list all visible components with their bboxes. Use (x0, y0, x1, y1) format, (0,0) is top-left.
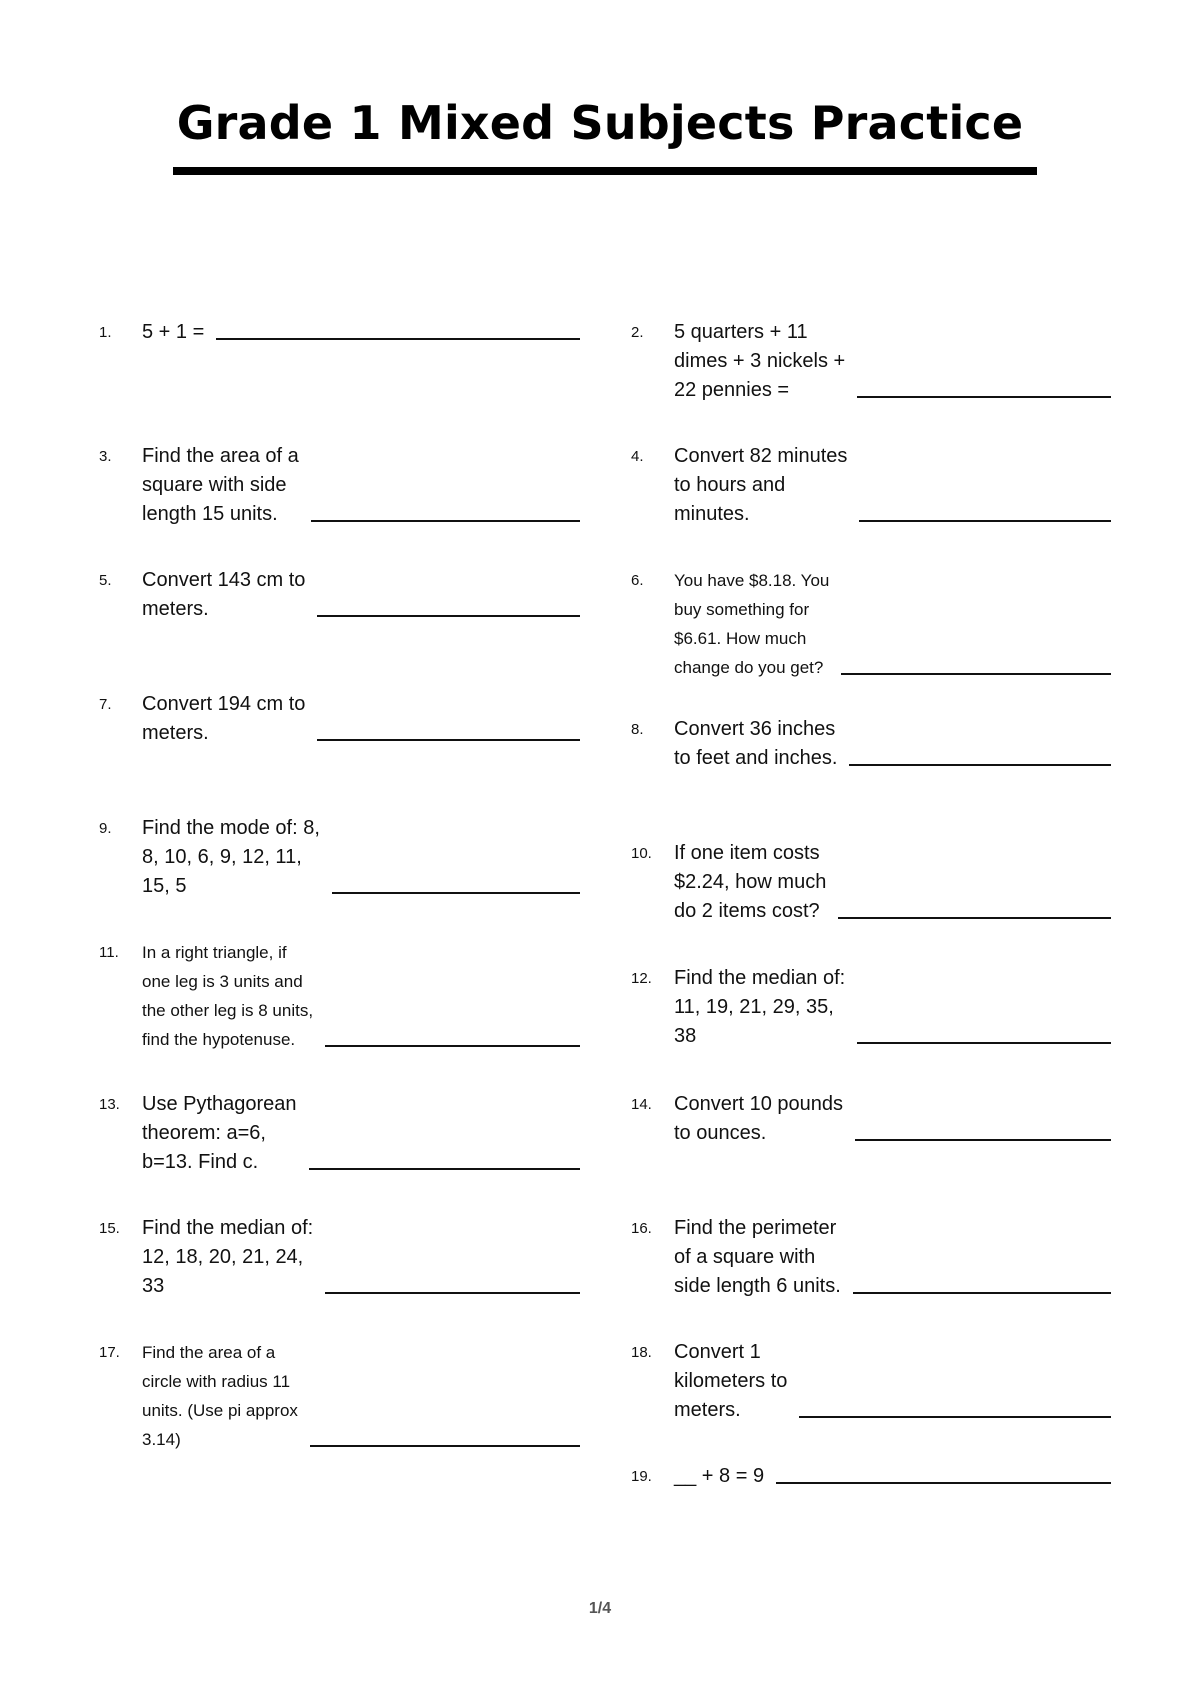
question-7 (99, 690, 580, 748)
answer-line[interactable] (859, 520, 1111, 522)
title-underline (173, 167, 1037, 175)
answer-line[interactable] (332, 892, 580, 894)
question-16 (631, 1214, 1111, 1301)
question-11 (99, 938, 580, 1054)
question-text: If one item costs $2.24, how much do 2 items cost? (674, 842, 827, 922)
question-number: 3. (99, 448, 112, 465)
question-text: Convert 143 cm to meters. (142, 569, 306, 620)
question-14 (631, 1090, 1111, 1148)
question-number: 14. (631, 1096, 652, 1113)
question-text: 5 quarters + 11 dimes + 3 nickels + 22 pennies = (674, 321, 846, 401)
question-17 (99, 1338, 580, 1454)
question-text: Find the area of a square with side length 15 units. (142, 445, 299, 525)
answer-line[interactable] (855, 1139, 1111, 1141)
question-text: You have $8.18. You buy something for $6.61. How much change do you get? (674, 571, 830, 677)
question-12 (631, 964, 1111, 1051)
answer-line[interactable] (325, 1292, 580, 1294)
question-number: 10. (631, 845, 652, 862)
question-number: 11. (99, 944, 119, 961)
question-text: Convert 36 inches to feet and inches. (674, 718, 838, 769)
question-number: 18. (631, 1344, 652, 1361)
question-number: 1. (99, 324, 112, 341)
question-text: Find the perimeter of a square with side length 6 units. (674, 1217, 841, 1297)
question-number: 2. (631, 324, 644, 341)
question-number: 7. (99, 696, 112, 713)
answer-line[interactable] (325, 1045, 580, 1047)
question-text: Find the median of: 11, 19, 21, 29, 35, 38 (674, 967, 846, 1047)
question-text: Find the mode of: 8, 8, 10, 6, 9, 12, 11, 15, 5 (142, 817, 320, 897)
question-6 (631, 566, 1111, 682)
question-8 (631, 715, 1111, 773)
question-5 (99, 566, 580, 624)
answer-line[interactable] (216, 338, 580, 340)
question-number: 9. (99, 820, 112, 837)
answer-line[interactable] (838, 917, 1111, 919)
question-text: In a right triangle, if one leg is 3 units and the other leg is 8 units, find the hypotenuse. (142, 943, 314, 1049)
answer-line[interactable] (857, 396, 1111, 398)
question-13 (99, 1090, 580, 1177)
question-text: Convert 10 pounds to ounces. (674, 1093, 844, 1144)
answer-line[interactable] (310, 1445, 580, 1447)
answer-line[interactable] (841, 673, 1111, 675)
question-1 (99, 318, 580, 347)
answer-line[interactable] (317, 615, 580, 617)
question-18 (631, 1338, 1111, 1425)
question-19 (631, 1462, 1111, 1491)
page-number: 1/4 (588, 1600, 612, 1617)
question-number: 16. (631, 1220, 652, 1237)
question-number: 5. (99, 572, 112, 589)
question-number: 19. (631, 1468, 652, 1485)
question-number: 15. (99, 1220, 120, 1237)
question-number: 4. (631, 448, 644, 465)
answer-line[interactable] (853, 1292, 1111, 1294)
answer-line[interactable] (799, 1416, 1111, 1418)
question-4 (631, 442, 1111, 529)
question-text: Find the median of: 12, 18, 20, 21, 24, 33 (142, 1217, 314, 1297)
question-text: Find the area of a circle with radius 11 units. (Use pi approx 3.14) (142, 1343, 298, 1449)
question-text: Use Pythagorean theorem: a=6, b=13. Find c. (142, 1093, 297, 1173)
answer-line[interactable] (857, 1042, 1111, 1044)
question-text: 5 + 1 = (142, 321, 205, 343)
answer-line[interactable] (849, 764, 1111, 766)
question-text: __ + 8 = 9 (674, 1465, 765, 1487)
question-9 (99, 814, 580, 901)
question-10 (631, 839, 1111, 926)
question-15 (99, 1214, 580, 1301)
question-number: 6. (631, 572, 644, 589)
question-3 (99, 442, 580, 529)
answer-line[interactable] (311, 520, 580, 522)
question-2 (631, 318, 1111, 405)
question-text: Convert 194 cm to meters. (142, 693, 306, 744)
answer-line[interactable] (776, 1482, 1111, 1484)
question-number: 13. (99, 1096, 120, 1113)
question-text: Convert 1 kilometers to meters. (674, 1341, 788, 1421)
answer-line[interactable] (309, 1168, 580, 1170)
question-number: 12. (631, 970, 652, 987)
question-text: Convert 82 minutes to hours and minutes. (674, 445, 848, 525)
worksheet-title: Grade 1 Mixed Subjects Practice (176, 96, 1024, 150)
answer-line[interactable] (317, 739, 580, 741)
question-number: 8. (631, 721, 644, 738)
question-number: 17. (99, 1344, 120, 1361)
